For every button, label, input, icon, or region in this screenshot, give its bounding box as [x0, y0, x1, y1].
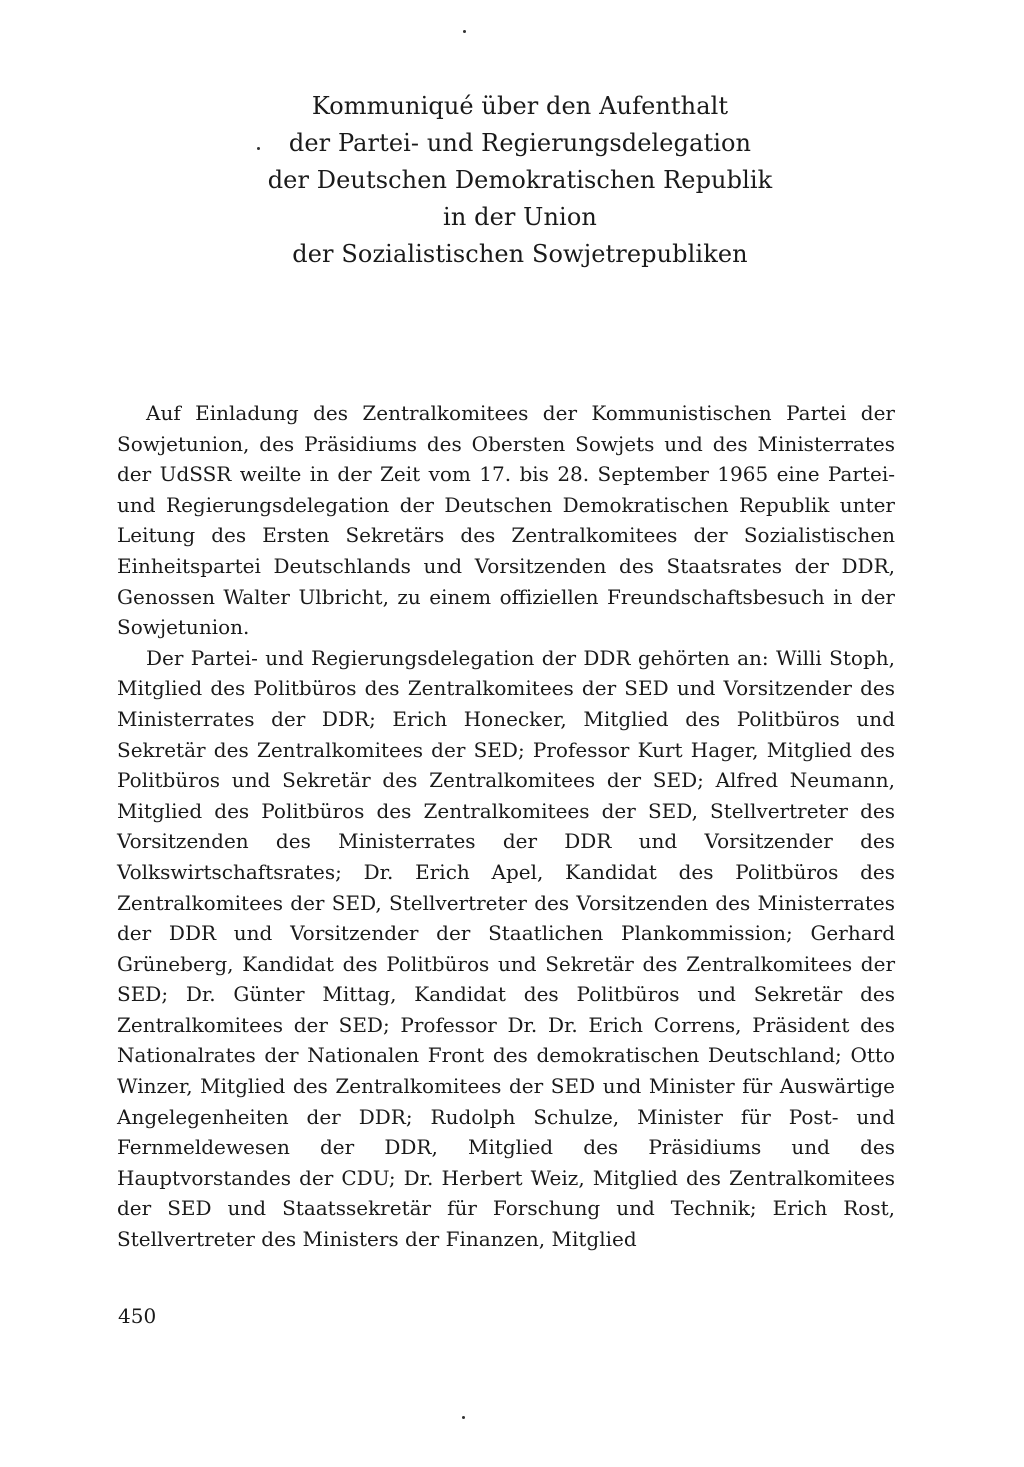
print-speck	[462, 1416, 465, 1419]
title-line: der Partei- und Regierungsdelegation	[288, 129, 752, 157]
print-speck	[463, 30, 466, 33]
page-number: 450	[118, 1304, 157, 1328]
document-title	[180, 88, 860, 273]
title-line: der Deutschen Demokratischen Republik	[267, 166, 773, 194]
paragraph-invitation: Auf Einladung des Zentralkomitees der Kommunistischen Partei der Sowjetunion, des Präsidiums des Obersten Sowjets und des Ministerrates der UdSSR weilte in der Zeit vom 17. bis 28. September 1965 eine Partei- und Regierungsdelegation der Deutschen Demokratischen Republik unter Leitung des Ersten Sekretärs des Zentralkomitees der Sozialistischen Einheitspartei Deutschlands und Vorsitzenden des Staatsrates der DDR, Genossen Walter Ulbricht, zu einem offiziellen Freundschaftsbesuch in der Sowjetunion.	[117, 401, 895, 640]
title-line: in der Union	[443, 203, 597, 231]
paragraph-delegation-members: Der Partei- und Regierungsdelegation der DDR gehörten an: Willi Stoph, Mitglied des Politbüros des Zentralkomitees der SED und Vorsitzender des Ministerrates der DDR; Erich Honecker, Mitglied des Politbüros und Sekretär des Zentralkomitees der SED; Professor Kurt Hager, Mitglied des Politbüros und Sekretär des Zentralkomitees der SED; Alfred Neumann, Mitglied des Politbüros des Zentralkomitees der SED, Stellvertreter des Vorsitzenden des Ministerrates der DDR und Vorsitzender des Volkswirtschaftsrates; Dr. Erich Apel, Kandidat des Politbüros des Zentralkomitees der SED, Stellvertreter des Vorsitzenden des Ministerrates der DDR und Vorsitzender der Staatlichen Plankommission; Gerhard Grüneberg, Kandidat des Politbüros und Sekretär des Zentralkomitees der SED; Dr. Günter Mittag, Kandidat des Politbüros und Sekretär des Zentralkomitees der SED; Professor Dr. Dr. Erich Correns, Präsident des Nationalrates der Nationalen Front des demokratischen Deutschland; Otto Winzer, Mitglied des Zentralkomitees der SED und Minister für Auswärtige Angelegenheiten der DDR; Rudolph Schulze, Minister für Post- und Fernmeldewesen der DDR, Mitglied des Präsidiums und des Hauptvorstandes der CDU; Dr. Herbert Weiz, Mitglied des Zentralkomitees der SED und Staatssekretär für Forschung und Technik; Erich Rost, Stellvertreter des Ministers der Finanzen, Mitglied	[117, 645, 895, 1252]
title-line: der Sozialistischen Sowjetrepubliken	[292, 240, 748, 268]
body-text	[117, 398, 895, 1255]
title-line: Kommuniqué über den Aufenthalt	[311, 92, 729, 120]
